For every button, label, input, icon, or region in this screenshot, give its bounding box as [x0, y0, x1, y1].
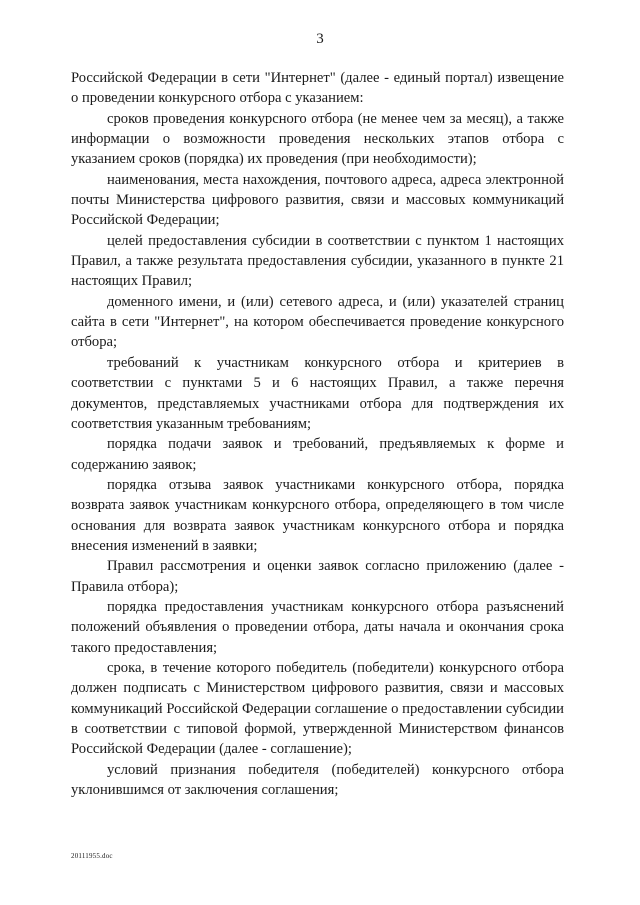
paragraph: доменного имени, и (или) сетевого адреса, и (или) указателей страниц сайта в сети "Интернет", на котором обеспечивается проведение конкурсного отбора; [71, 293, 564, 351]
paragraph: срока, в течение которого победитель (победители) конкурсного отбора должен подписать с Министерством цифрового развития, связи и массовых коммуникаций Российской Федерации соглашение о предоставлении субсидии в соответствии с типовой формой, утвержденной Министерством финансов Российской Федерации (далее - соглашение); [71, 659, 564, 758]
paragraph: Российской Федерации в сети "Интернет" (далее - единый портал) извещение о проведении конкурсного отбора с указанием: [71, 70, 564, 107]
paragraph: условий признания победителя (победителей) конкурсного отбора уклонившимся от заключения соглашения; [71, 761, 564, 799]
paragraph: порядка отзыва заявок участниками конкурсного отбора, порядка возврата заявок участникам конкурсного отбора, определяющего в том числе основания для возврата заявок участникам конкурсного отбора и порядка внесения изменений в заявки; [71, 476, 564, 554]
paragraph: порядка предоставления участникам конкурсного отбора разъяснений положений объявления о проведении отбора, даты начала и окончания срока такого предоставления; [71, 598, 564, 656]
paragraph: Правил рассмотрения и оценки заявок согласно приложению (далее - Правила отбора); [71, 558, 564, 595]
paragraph: сроков проведения конкурсного отбора (не менее чем за месяц), а также информации о возможности проведения нескольких этапов отбора с указанием сроков (порядка) их проведения (при необходимости); [71, 110, 564, 168]
paragraph: наименования, места нахождения, почтового адреса, адреса электронной почты Министерства цифрового развития, связи и массовых коммуникаций Российской Федерации; [71, 171, 564, 229]
paragraph: порядка подачи заявок и требований, предъявляемых к форме и содержанию заявок; [71, 436, 564, 473]
file-name-footer: 20111955.doc [71, 852, 113, 860]
paragraph: целей предоставления субсидии в соответствии с пунктом 1 настоящих Правил, а также результата предоставления субсидии, указанного в пункте 21 настоящих Правил; [71, 232, 564, 290]
paragraph: требований к участникам конкурсного отбора и критериев в соответствии с пунктами 5 и 6 настоящих Правил, а также перечня документов, представляемых участниками отбора для подтверждения их соответствия указанным требованиям; [71, 354, 564, 432]
document-body [71, 68, 564, 800]
page-number: 3 [316, 31, 324, 47]
